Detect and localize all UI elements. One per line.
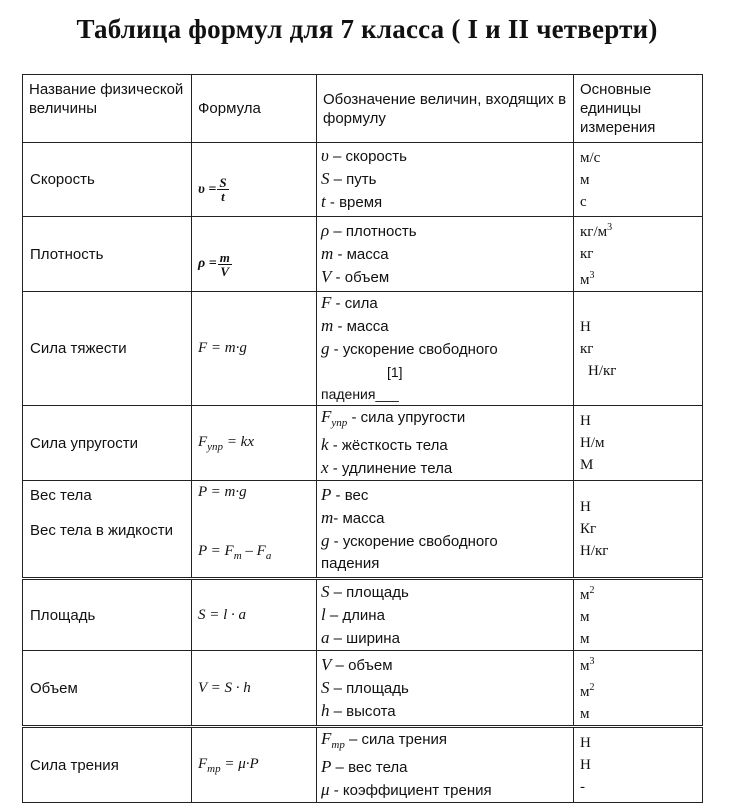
units-cell bbox=[574, 727, 703, 803]
table-row bbox=[23, 579, 703, 651]
formula-cell: S = l · a bbox=[192, 579, 317, 651]
list-item: $F_{тр}$ – сила трения bbox=[321, 729, 448, 751]
quantity-name: Плотность bbox=[23, 217, 192, 292]
formula-cell bbox=[192, 217, 317, 292]
list-item: m - масса bbox=[321, 243, 389, 263]
unit: м bbox=[580, 706, 590, 722]
designation-cell bbox=[317, 727, 574, 803]
designation-cell bbox=[317, 579, 574, 651]
table-row bbox=[23, 143, 703, 217]
table-row bbox=[23, 481, 703, 579]
quantity-name: Сила тяжести bbox=[23, 292, 192, 406]
page-title: Таблица формул для 7 класса ( I и II четверти) bbox=[76, 14, 658, 44]
designation-cell bbox=[317, 217, 574, 292]
list-item: x - удлинение тела bbox=[321, 458, 453, 477]
list-item: ρ – плотность bbox=[321, 220, 417, 240]
designation-cell bbox=[317, 143, 574, 217]
quantity-name-weight: Вес тела bbox=[30, 487, 92, 504]
formula-weight-liquid: $P = F_m - F_a$ bbox=[198, 543, 272, 562]
units-cell bbox=[574, 292, 703, 406]
list-item: l – длина bbox=[321, 604, 385, 624]
list-item: P – вес тела bbox=[321, 757, 408, 776]
unit: $кг/м^3$ bbox=[580, 222, 613, 240]
fraction-denominator: t bbox=[221, 189, 225, 204]
list-item: μ - коэффициент трения bbox=[321, 780, 492, 799]
unit: Н bbox=[580, 735, 591, 751]
unit: М bbox=[580, 457, 594, 473]
list-item: падения___ bbox=[321, 386, 399, 402]
table-row bbox=[23, 727, 703, 803]
unit: $м^3$ bbox=[580, 270, 595, 288]
unit: - bbox=[580, 779, 585, 795]
quantity-name: Сила упругости bbox=[23, 406, 192, 481]
quantity-name: Объем bbox=[23, 651, 192, 727]
footnote-ref: [1] bbox=[387, 364, 403, 380]
units-cell bbox=[574, 406, 703, 481]
unit: м/с bbox=[580, 149, 601, 166]
unit: Н bbox=[580, 757, 591, 773]
formula-cell: F = m·g bbox=[192, 292, 317, 406]
list-item: S – площадь bbox=[321, 677, 409, 697]
units-cell bbox=[574, 143, 703, 217]
fraction bbox=[217, 176, 228, 203]
list-item: g - ускорение свободного bbox=[321, 530, 498, 550]
formula-cell: V = S · h bbox=[192, 651, 317, 727]
list-item: $F_{упр}$ - сила упругости bbox=[321, 407, 466, 429]
unit: м bbox=[580, 631, 590, 647]
units-cell bbox=[574, 651, 703, 727]
quantity-name-weight-liquid: Вес тела в жидкости bbox=[30, 522, 173, 539]
unit: м bbox=[580, 609, 590, 625]
list-item: V - объем bbox=[321, 266, 390, 286]
list-item: k - жёсткость тела bbox=[321, 435, 448, 454]
quantity-name: Площадь bbox=[23, 579, 192, 651]
designation-cell bbox=[317, 481, 574, 579]
unit: $м^3$ bbox=[580, 656, 595, 674]
header-units: Основные единицы измерения bbox=[574, 75, 703, 143]
list-item: h – высота bbox=[321, 700, 396, 720]
fraction-denominator: V bbox=[220, 263, 230, 279]
designation-cell bbox=[317, 651, 574, 727]
unit: Н/кг bbox=[580, 543, 609, 559]
list-item: a – ширина bbox=[321, 627, 400, 647]
list-item: t - время bbox=[321, 192, 383, 211]
designation-cell bbox=[317, 292, 574, 406]
list-item: m - масса bbox=[321, 316, 389, 335]
formula-weight: P = m·g bbox=[198, 484, 247, 500]
list-item: m- масса bbox=[321, 507, 385, 527]
formula-table bbox=[22, 74, 703, 803]
list-item: υ – скорость bbox=[321, 146, 407, 165]
fraction-numerator: S bbox=[219, 175, 227, 190]
list-item: g - ускорение свободного bbox=[321, 339, 498, 358]
formula-lhs: υ = bbox=[198, 181, 217, 197]
header-formula: Формула bbox=[192, 75, 317, 143]
table-row bbox=[23, 292, 703, 406]
unit: $м^2$ bbox=[580, 585, 595, 603]
unit: Н/кг bbox=[588, 362, 617, 379]
list-item: V – объем bbox=[321, 654, 393, 674]
unit: Н bbox=[580, 499, 591, 515]
units-cell bbox=[574, 481, 703, 579]
unit: $м^2$ bbox=[580, 682, 595, 700]
unit: Кг bbox=[580, 521, 597, 537]
unit: Н/м bbox=[580, 435, 605, 451]
unit: Н bbox=[580, 413, 591, 429]
list-item: падения bbox=[321, 554, 380, 572]
table-row bbox=[23, 406, 703, 481]
formula-cell: $F_{тр} = \mu\cdot P$ bbox=[192, 727, 317, 803]
formula-cell bbox=[192, 481, 317, 579]
header-name: Название физической величины bbox=[23, 75, 192, 143]
fraction bbox=[218, 251, 232, 278]
list-item: F - сила bbox=[321, 293, 378, 312]
fraction-numerator: m bbox=[219, 249, 230, 265]
quantity-name: Сила трения bbox=[23, 727, 192, 803]
units-cell bbox=[574, 579, 703, 651]
table-row bbox=[23, 651, 703, 727]
formula-cell: $F_{упр}$ = kx bbox=[192, 406, 317, 481]
list-item: P - вес bbox=[321, 484, 369, 504]
formula-cell bbox=[192, 143, 317, 217]
formula-lhs: ρ = bbox=[198, 256, 217, 271]
header-designation: Обозначение величин, входящих в формулу bbox=[317, 75, 574, 143]
unit: Н bbox=[580, 318, 591, 335]
designation-cell bbox=[317, 406, 574, 481]
list-item: S – площадь bbox=[321, 581, 409, 601]
units-cell bbox=[574, 217, 703, 292]
quantity-name: Скорость bbox=[23, 143, 192, 217]
unit: м bbox=[580, 171, 590, 188]
table-row bbox=[23, 217, 703, 292]
unit: с bbox=[580, 193, 587, 210]
unit: кг bbox=[580, 340, 594, 357]
unit: кг bbox=[580, 246, 594, 262]
list-item: S – путь bbox=[321, 169, 377, 188]
header-row bbox=[23, 75, 703, 143]
quantity-name bbox=[23, 481, 192, 579]
